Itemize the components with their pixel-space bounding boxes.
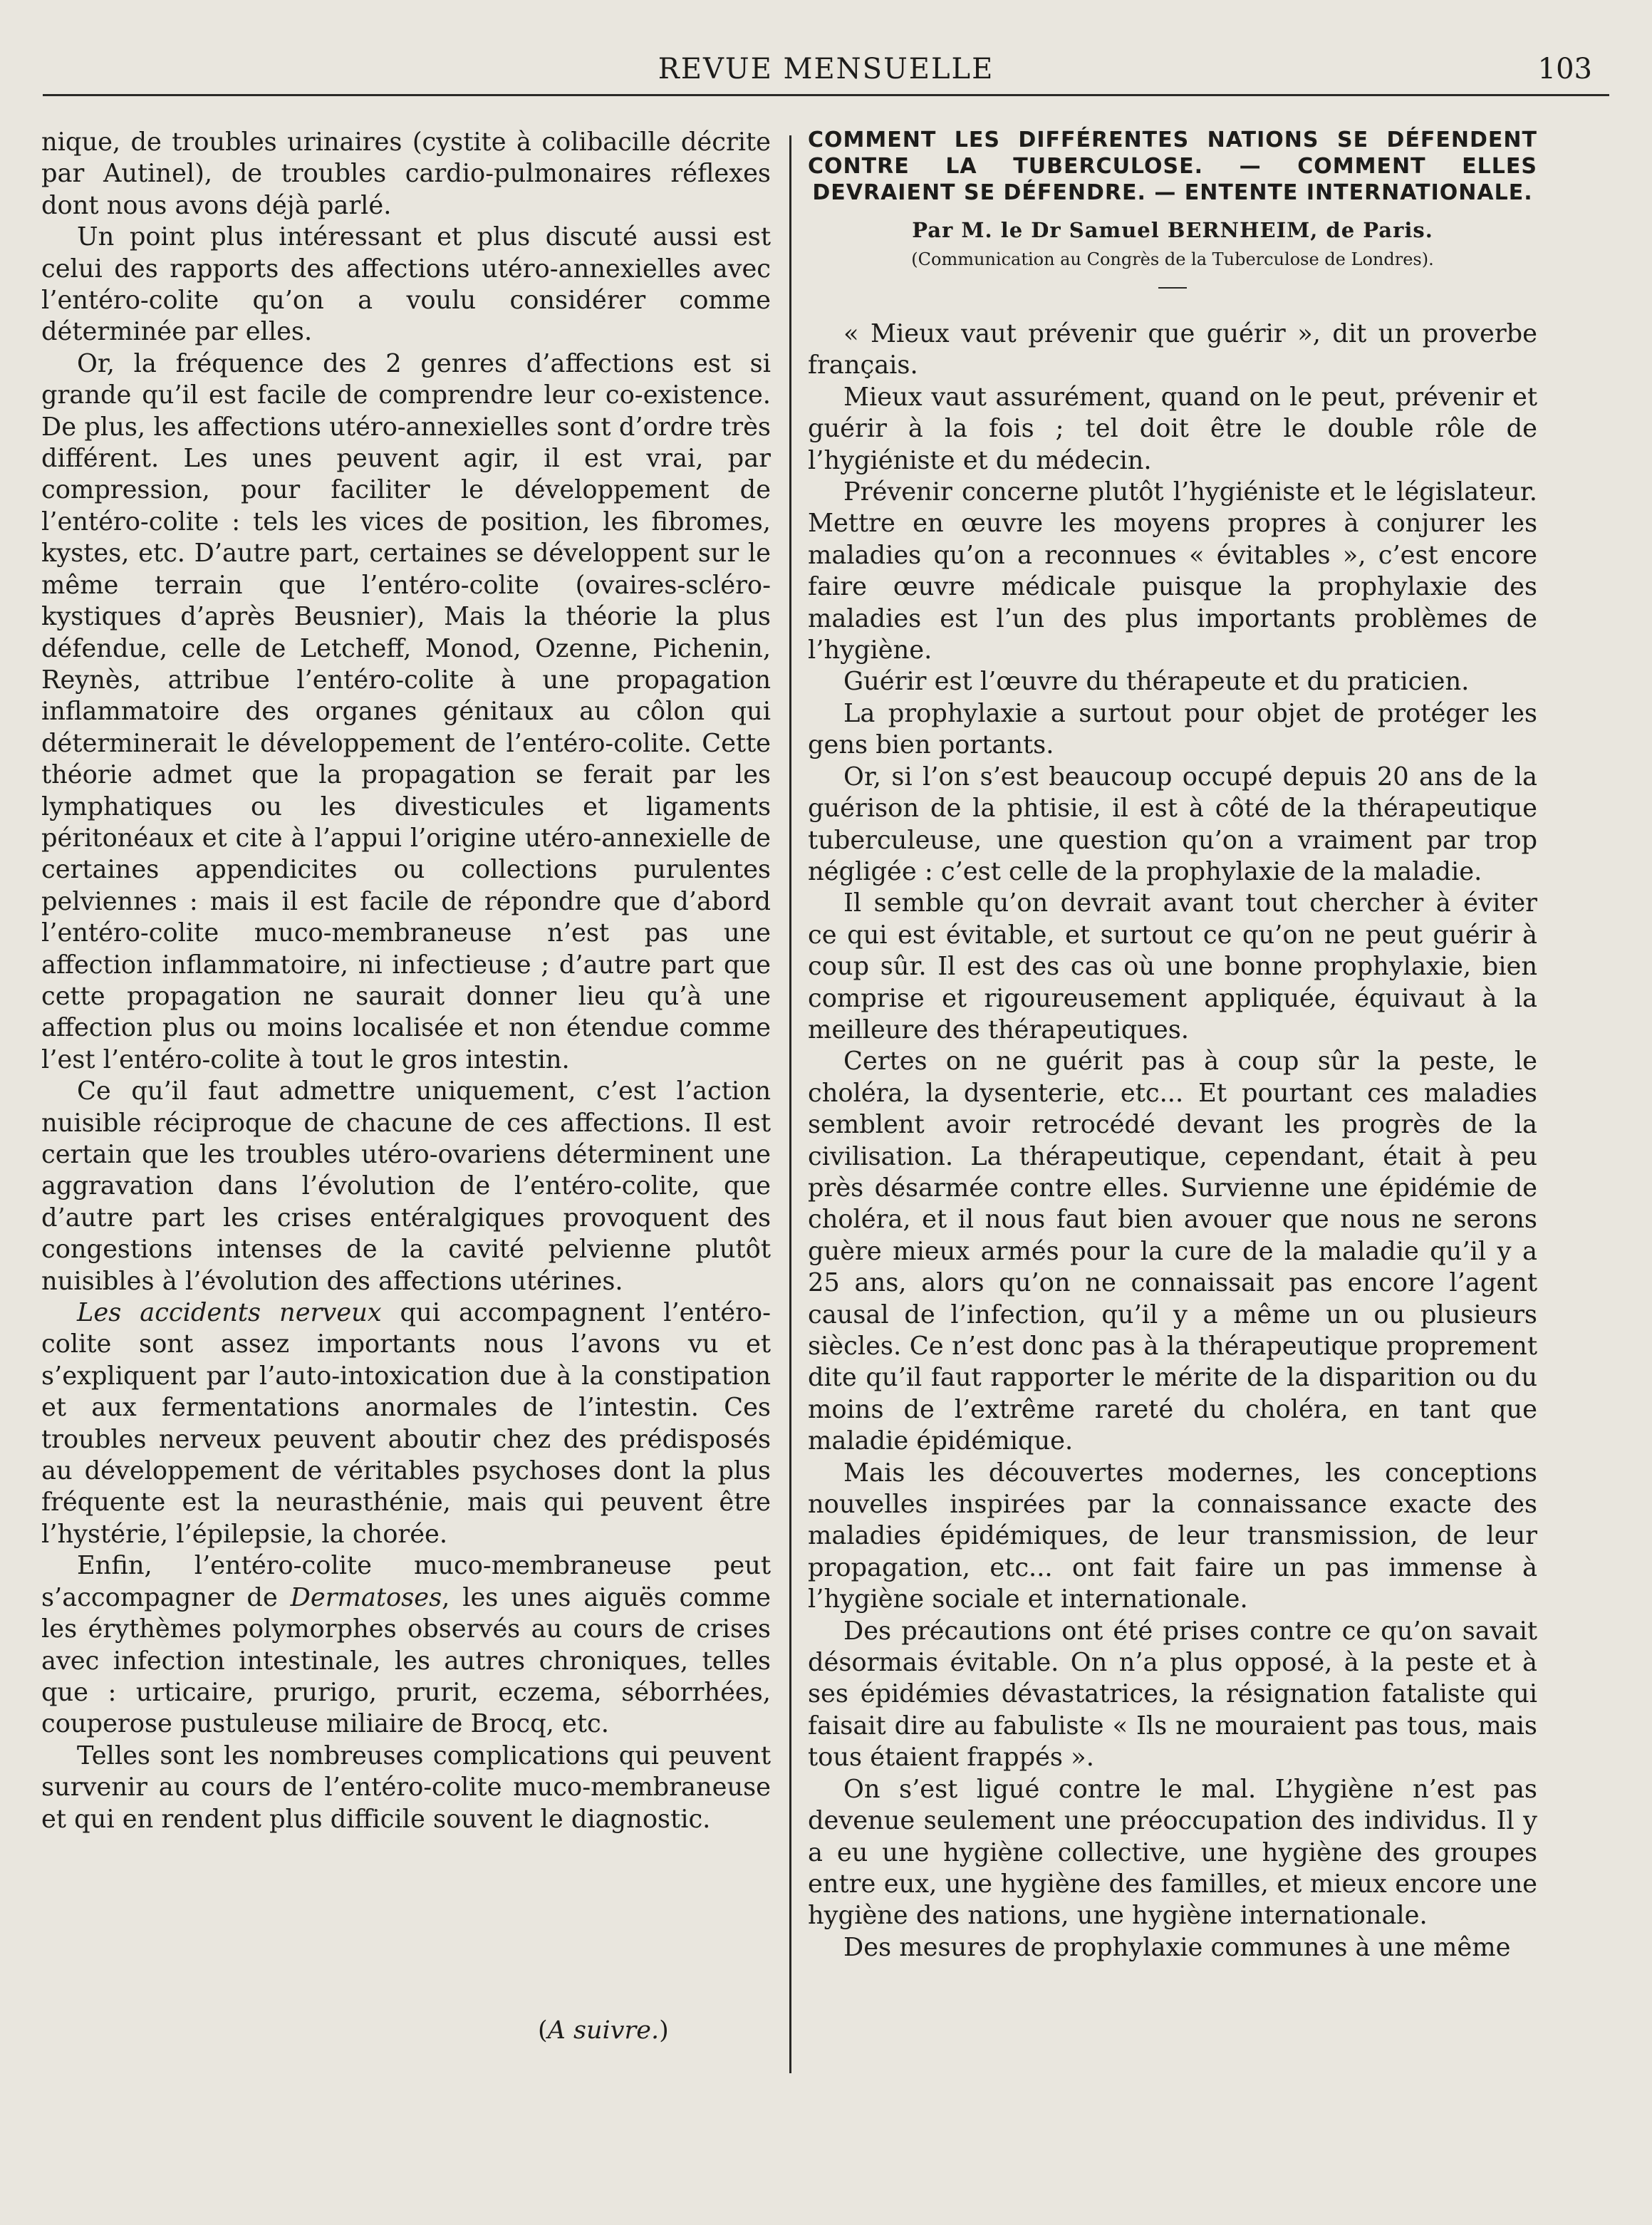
paragraph: Mieux vaut assurément, quand on le peut, prévenir et guérir à la fois ; tel doit être le double rôle de l’hygiéniste et du médecin. xyxy=(808,382,1537,475)
paragraph: Il semble qu’on devrait avant tout chercher à éviter ce qui est évitable, et surtout ce qu’on ne peut guérir à coup sûr. Il est des cas où une bonne prophylaxie, bien comprise et rigoureusement appliquée, équivaut à la meilleure des thérapeutiques. xyxy=(808,888,1537,1044)
paragraph: Des mesures de prophylaxie communes à une même xyxy=(843,1932,1511,1962)
paragraph: Des précautions ont été prises contre ce qu’on savait désormais évitable. On n’a plus opposé, à la peste et à ses épidémies dévastatrices, la résignation fataliste qui faisait dire au fabuliste « Ils ne mouraient pas tous, mais tous étaient frappés ». xyxy=(808,1616,1537,1773)
paragraph: nique, de troubles urinaires (cystite à colibacille décrite par Autinel), de troubles cardio-pulmonaires réflexes dont nous avons déjà parlé. xyxy=(41,128,771,220)
paragraph: Or, la fréquence des 2 genres d’affections est si grande qu’il est facile de comprendre leur co-existence. De plus, les affections utéro-annexielles sont d’ordre très différent. Les unes peuvent agir, il est vrai, par compression, pour faciliter le développement de l’entéro-colite : tels les vices de position, les fibromes, kystes, etc. D’autre part, certaines se développent sur le même terrain que l’entéro-colite (ovaires-scléro-kystiques d’après Beusnier), Mais la théorie la plus défendue, celle de Letcheff, Monod, Ozenne, Pichenin, Reynès, attribue l’entéro-colite à une propagation inflammatoire des organes génitaux au côlon qui déterminerait le développement de l’entéro-colite. Cette théorie admet que la propagation se ferait par les lymphatiques ou les divesticules et ligaments péritonéaux et cite à l’appui l’origine utéro-annexielle de certaines appendicites ou collections purulentes pelviennes : mais il est facile de répondre que d’abord l’entéro-colite muco-membraneuse n’est pas une affection inflammatoire, ni infectieuse ; d’autre part que cette propagation ne saurait donner lieu qu’à une affection plus ou moins localisée et non étendue comme l’est l’entéro-colite à tout le gros intestin. xyxy=(41,348,771,1074)
paragraph: On s’est ligué contre le mal. L’hygiène n’est pas devenue seulement une préoccupation des individus. Il y a eu une hygiène collective, une hygiène des groupes entre eux, une hygiène des familles, et mieux encore une hygiène des nations, une hygiène internationale. xyxy=(808,1774,1537,1931)
to-be-continued xyxy=(538,2016,669,2045)
running-head xyxy=(43,51,1609,96)
italic-term: Les accidents nerveux xyxy=(77,1298,382,1328)
paragraph: Un point plus intéressant et plus discuté aussi est celui des rapports des affections utéro-annexielles avec l’entéro-colite qu’on a voulu considérer comme déterminée par elles. xyxy=(41,222,771,347)
paragraph: Guérir est l’œuvre du thérapeute et du praticien. xyxy=(843,667,1470,697)
article-title: COMMENT LES DIFFÉRENTES NATIONS SE DÉFENDENT CONTRE LA TUBERCULOSE. — COMMENT ELLES DEVRAIENT SE DÉFENDRE. — ENTENTE INTERNATIONALE. xyxy=(808,128,1537,205)
byline: Par M. le Dr Samuel BERNHEIM, de Paris. xyxy=(912,218,1433,242)
column-divider xyxy=(789,135,791,2073)
italic-term: Dermatoses xyxy=(290,1582,442,1612)
running-title: REVUE MENSUELLE xyxy=(658,53,994,85)
communication-note: (Communication au Congrès de la Tuberculose de Londres). xyxy=(911,249,1434,269)
paragraph: La prophylaxie a surtout pour objet de protéger les gens bien portants. xyxy=(808,698,1537,760)
right-column xyxy=(808,127,1537,1964)
paragraph: Prévenir concerne plutôt l’hygiéniste et le législateur. Mettre en œuvre les moyens propres à conjurer les maladies qu’on a reconnues « évitables », c’est encore faire œuvre médicale puisque la prophylaxie des maladies est l’un des plus importants problèmes de l’hygiène. xyxy=(808,477,1537,665)
page-number: 103 xyxy=(1537,53,1592,85)
paragraph: Telles sont les nombreuses complications qui peuvent survenir au cours de l’entéro-colite muco-membraneuse et qui en rendent plus difficile souvent le diagnostic. xyxy=(41,1741,771,1834)
to-be-continued-text: A suivre. xyxy=(547,2016,660,2045)
paragraph: Or, si l’on s’est beaucoup occupé depuis 20 ans de la guérison de la phtisie, il est à côté de la thérapeutique tuberculeuse, une question qu’on a vraiment par trop négligée : c’est celle de la prophylaxie de la maladie. xyxy=(808,762,1537,886)
left-column xyxy=(41,127,771,1835)
paren-open: ( xyxy=(538,2016,548,2045)
paragraph xyxy=(41,1297,771,1550)
paragraph-text: qui accompagnent l’entéro-colite sont assez importants nous l’avons vu et s’expliquent par l’auto-intoxication due à la constipation et aux fermentations anormales de l’intestin. Ces troubles nerveux peuvent aboutir chez des prédisposés au développement de véritables psychoses dont la plus fréquente est la neurasthénie, mais qui peuvent être l’hystérie, l’épilepsie, la chorée. xyxy=(41,1298,771,1549)
paragraph: « Mieux vaut prévenir que guérir », dit un proverbe français. xyxy=(808,319,1537,380)
paragraph xyxy=(41,1550,771,1740)
paragraph: Mais les découvertes modernes, les conceptions nouvelles inspirées par la connaissance exacte des maladies épidémiques, de leur transmission, de leur propagation, etc... ont fait faire un pas immense à l’hygiène sociale et internationale. xyxy=(808,1458,1537,1614)
separator-rule xyxy=(1158,287,1187,289)
paragraph: Ce qu’il faut admettre uniquement, c’est l’action nuisible réciproque de chacune de ces affections. Il est certain que les troubles utéro-ovariens déterminent une aggravation dans l’évolution de l’entéro-colite, que d’autre part les crises entéralgiques provoquent des congestions intenses de la cavité pelvienne plutôt nuisibles à l’évolution des affections utérines. xyxy=(41,1077,771,1296)
paren-close: ) xyxy=(659,2016,669,2045)
paragraph: Certes on ne guérit pas à coup sûr la peste, le choléra, la dysenterie, etc... Et pourtant ces maladies semblent avoir retrocédé devant les progrès de la civilisation. La thérapeutique, cependant, était à peu près désarmée contre elles. Survienne une épidémie de choléra, et il nous faut bien avouer que nous ne serons guère mieux armés pour la cure de la maladie qu’il y a 25 ans, alors qu’on ne connaissait pas encore l’agent causal de l’infection, qu’il y a même un ou plusieurs siècles. Ce n’est donc pas à la thérapeutique proprement dite qu’il faut rapporter le mérite de la disparition ou du moins de l’extrême rareté du choléra, en tant que maladie épidémique. xyxy=(808,1047,1537,1456)
paragraph-text: Enfin, l’entéro-colite muco-membraneuse peut s’accompagner de xyxy=(41,1551,771,1612)
paragraph-text: , les unes aiguës comme les érythèmes polymorphes observés au cours de crises avec infection intestinale, les autres chroniques, telles que : urticaire, prurigo, prurit, eczema, séborrhées, couperose pustuleuse miliaire de Brocq, etc. xyxy=(41,1582,771,1739)
